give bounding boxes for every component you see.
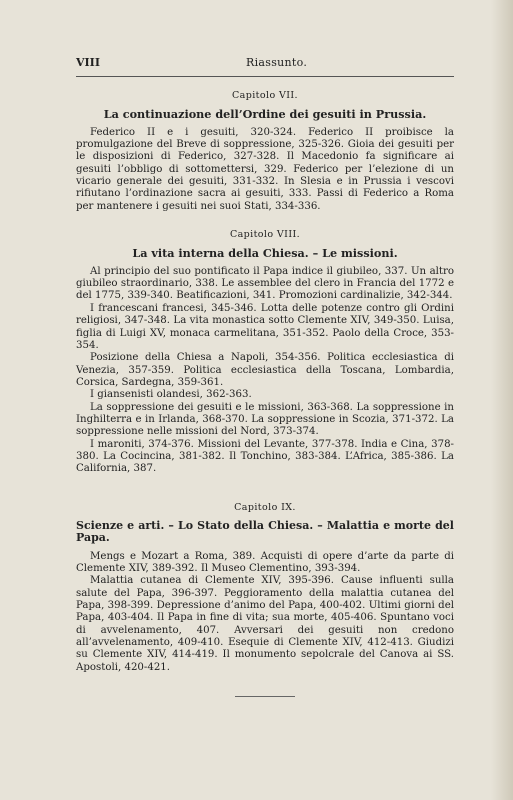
paragraph: Malattia cutanea di Clemente XIV, 395-396. Cause influenti sulla salute del Papa, 396-397. Peggioramento della malattia cutanea del Papa, 398-399. Depressione d’animo del Papa, 400-402. Ultimi giorni del Papa, 403-404. Il Papa in fine di vita; sua morte, 405-406. Spuntano voci di avvelenamento, 407. Avversari dei gesuiti non credono all’avvelenamento, 409-410. Esequie di Clemente XIV, 412-413. Giudizi su Clemente XIV, 414-419. Il monumento sepolcrale del Canova ai SS. Apostoli, 420-421. [76,575,454,673]
running-header [76,56,454,74]
paragraph: La soppressione dei gesuiti e le missioni, 363-368. La soppressione in Inghilterra e in Irlanda, 368-370. La soppressione in Scozia, 371-372. La soppressione nelle missioni del Nord, 373-374. [76,401,454,438]
paragraph: Posizione della Chiesa a Napoli, 354-356. Politica ecclesiastica di Venezia, 357-359. Politica ecclesiastica della Toscana, Lombardia, Corsica, Sardegna, 359-361. [76,352,454,388]
chapter-title: La continuazione dell’Ordine dei gesuiti in Prussia. [103,107,427,122]
paragraph: Federico II e i gesuiti, 320-324. Federico II proibisce la promulgazione del Breve di soppressione, 325-326. Gioia dei gesuiti per le disposizioni di Federico, 327-328. Il Macedonio fa significare ai gesuiti l’obbligo di sottomettersi, 329. Federico per l’elezione di un vicario generale dei gesuiti, 331-332. In Slesia e in Prussia i vescovi rifiutano l’ordinazione sacra ai gesuiti, 333. Passi di Federico a Roma per mantenere i gesuiti nei suoi Stati, 334-336. [76,126,454,212]
paragraph: I maroniti, 374-376. Missioni del Levante, 377-378. India e Cina, 378-380. La Cocincina, 381-382. Il Tonchino, 383-384. L’Africa, 385-386. La California, 387. [76,438,454,475]
chapter-number: Capitolo VIII. [229,229,301,241]
header-rule [76,76,454,77]
page-number: VIII [76,56,100,69]
page-edge-shadow [491,0,513,800]
running-title: Riassunto. [246,56,308,69]
chapter-title: Scienze e arti. – Lo Stato della Chiesa. – Malattia e morte del Papa. [76,518,454,545]
paragraph: I giansenisti olandesi, 362-363. [90,389,252,401]
chapter-9 [76,502,454,674]
chapter-number: Capitolo VII. [232,90,298,101]
chapter-8 [76,229,454,476]
end-rule [235,696,295,697]
chapter-number: Capitolo IX. [234,501,296,513]
page-content [76,86,454,697]
chapter-7 [76,90,454,213]
chapter-title: La vita interna della Chiesa. – Le missioni. [132,246,398,261]
paragraph: I francescani francesi, 345-346. Lotta delle potenze contro gli Ordini religiosi, 347-348. La vita monastica sotto Clemente XIV, 349-350. Luisa, figlia di Luigi XV, monaca carmelitana, 351-352. Paolo della Croce, 353-354. [76,302,454,351]
paragraph: Mengs e Mozart a Roma, 389. Acquisti di opere d’arte da parte di Clemente XIV, 389-392. Il Museo Clementino, 393-394. [76,550,454,574]
paragraph: Al principio del suo pontificato il Papa indice il giubileo, 337. Un altro giubileo straordinario, 338. Le assemblee del clero in Francia del 1772 e del 1775, 339-340. Beatificazioni, 341. Promozioni cardinalizie, 342-344. [76,265,454,302]
